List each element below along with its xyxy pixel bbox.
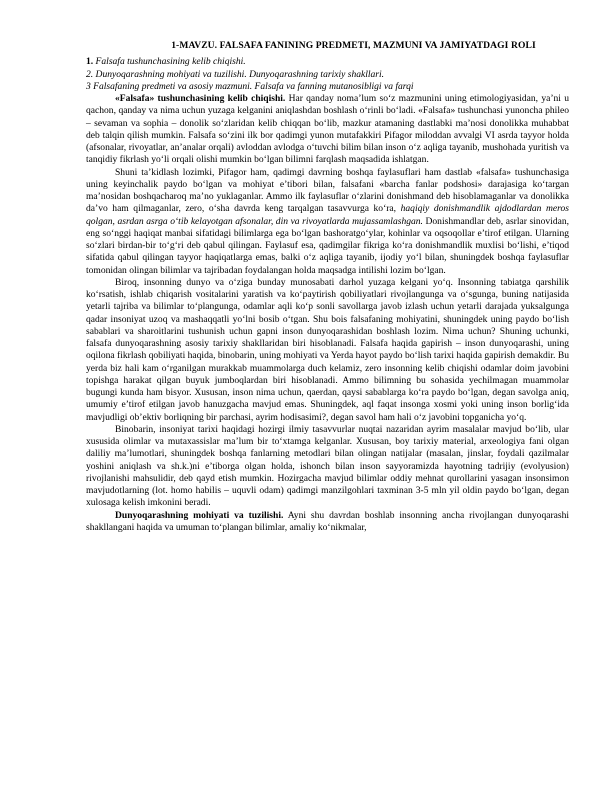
document-page	[86, 40, 569, 534]
outline-text: Falsafa tushunchasining kelib chiqishi.	[93, 56, 246, 68]
topic-outline	[86, 56, 569, 93]
section-heading-falsafa: «Falsafa» tushunchasining kelib chiqishi.	[115, 93, 286, 104]
paragraph-text: Ayni shu davrdan boshlab insonning ancha rivojlangan dunyoqarashi shakllangani haqida va umuman to‘plangan bilimlar, amaliy ko‘nikmalar,	[86, 509, 570, 533]
paragraph-worldview-origin: Biroq, insonning dunyo va o‘ziga bunday munosabati darhol yuzaga kelgani yo‘q. Insonning tabiatga qarshilik ko‘rsatish, ishlab chiqarish vositalarini yaratish va ko‘paytirish qobiliyatlari rivojlangunga va o‘sgunga, buning natijasida yetarli tajriba va bilimlar to‘plangunga, odamlar aqli ko‘p sonli savollarga javob izlash uchun yetarli darajada yuksalgunga qadar insoniyat uzoq va mashaqqatli yo‘lni bosib o‘tgan. Shu bois falsafaning mohiyatini, shuningdek uning paydo bo‘lish sabablari va sharoitlarini tushunish uchun gapni inson dunyoqarashidan boshlash lozim. Nima uchun? Shuning uchunki, falsafa dunyoqarashning asosiy tarixiy shakllaridan biri hisoblanadi. Falsafa haqida gapirish – inson dunyoqarashi, uning oqilona fikrlash qobiliyati haqida, binobarin, uning mohiyati va Yerda hayot paydo bo‘lish tarixi haqida gapirish demakdir. Bu yerda biz hali kam o‘rganilgan murakkab muammolarga duch kelamiz, zero insonning kelib chiqishi odamlar doim javobini topishga harakat qilgan buyuk jumboqlardan biri hisoblanadi. Ammo bilimning bu sohasida yechilmagan muammolar bugungi kunda ham bisyor. Xususan, inson nima uchun, qaerdan, qaysi sabablarga ko‘ra paydo bo‘lgan, degan savolga aniq, umumiy e’tirof etilgan javob hanuzgacha mavjud emas. Shuningdek, aql faqat insonga xosmi yoki uning inson borlig‘ida mavjudligi ob’ektiv borliqning bir parchasi, ayrim hodisasimi?, degan savol ham hali o‘z javobini topganicha yo‘q.	[86, 276, 569, 423]
paragraph-falsafa-origin	[86, 93, 569, 167]
paragraph-text: Shuni ta’kidlash lozimki, Pifagor ham, qadimgi davrning boshqa faylasuflari ham dastlab «falsafa» tushunchasiga uning keyinchalik paydo bo‘lgan va mohiyat e’tibori bilan, falsafani «barcha fanlar podshosi» darajasiga ko‘targan ma’nosidan boshqacharoq ma’no yuklaganlar. Ammo ilk faylasuflar o‘zlarini donishmand deb hisoblamaganlar va donolikka da’vo ham qilmaganlar, zero, o‘sha davrda keng tarqalgan tasavvurga ko‘ra,	[86, 166, 569, 215]
paragraph-italic-text: haqiqiy donishmandlik ajdodlardan meros qolgan, asrdan asrga o‘tib kelayotgan afsonalar, din va rivoyatlarda mujassamlashgan.	[86, 203, 569, 227]
paragraph-text: Har qanday noma’lum so‘z mazmunini uning etimologiyasidan, ya’ni u qachon, qanday va nima uchun yuzaga kelganini aniqlashdan boshlash o‘rinli bo‘ladi. «Falsafa» tushunchasi yunoncha phileo – sevaman va sophia – donolik so‘zlaridan kelib chiqqan bo‘lib, mazkur atamaning dastlabki ma’nosi donolikka muhabbat deb talqin qilish mumkin. Falsafa so‘zini ilk bor qadimgi yunon mutafakkiri Pifagor miloddan avvalgi VI asrda tayyor holda (afsonalar, rivoyatlar, an’analar orqali) avloddan avlodga o‘tuvchi bilim bilan inson o‘z aqliga tayanib, mushohada yuritish va tanqidiy fikrlash yo‘li orqali olishi mumkin bo‘lgan bilimni farqlash maqsadida ishlatgan.	[86, 93, 569, 166]
document-title: 1-MAVZU. FALSAFA FANINING PREDMETI, MAZMUNI VA JAMIYATDAGI ROLI	[171, 40, 536, 51]
paragraph-human-history: Binobarin, insoniyat tarixi haqidagi hozirgi ilmiy tasavvurlar nuqtai nazaridan ayrim masalalar mavjud bo‘lib, ular xususida olimlar va mutaxassislar ma’lum bir to‘xtamga kelganlar. Xususan, boy tarixiy material, arxeologiya fani olgan daliliy ma’lumotlari, shuningdek boshqa fanlarning metodlari bilan olingan natijalar (masalan, jinslar, foydali qazilmalar yoshini aniqlash va sh.k.)ni e’tiborga olgan holda, ishonch bilan inson sayyoramizda hayotning tadrijiy (evolyusion) rivojlanishi mahsulidir, deb qayd etish mumkin. Hozirgacha mavjud bilimlar oddiy mehnat qurollarini yasagan insonsimon mavjudotlarning (lot. homo habilis – uquvli odam) qadimgi manzilgohlari taxminan 3-5 mln yil oldin paydo bo‘lgan, degan xulosaga kelish imkonini beradi.	[86, 423, 569, 509]
paragraph-worldview-essence	[86, 510, 569, 535]
outline-number: 1.	[86, 56, 94, 68]
paragraph-pifagor	[86, 167, 569, 277]
outline-item-3: 3 Falsafaning predmeti va asosiy mazmuni. Falsafa va fanning mutanosibligi va farqi	[86, 80, 414, 92]
outline-item-2: 2. Dunyoqarashning mohiyati va tuzilishi. Dunyoqarashning tarixiy shakllari.	[86, 68, 385, 80]
outline-item-1	[86, 56, 569, 68]
paragraph-text: Donishmandlar deb, asrlar sinovidan, eng so‘nggi haqiqat manbai sifatidagi bilimlarga ega bo‘lgan bashoratgo‘ylar, kohinlar va oqsoqollar e’tirof etilgan. Ularning so‘zlari birdan-bir to‘g‘ri deb qabul qilingan. Faylasuf esa, qadimgilar fikriga ko‘ra donishmandlik muxlisi bo‘lishi, e’tiqod sifatida qabul qilingan tayyor haqiqatlarga emas, balki o‘z aqliga tayanib, ijodiy yo‘l bilan, shuningdek boshqa faylasuflar tomonidan olingan bilimlar va tajribadan foydalangan holda maqsadga intilishi lozim bo‘lgan.	[86, 215, 569, 276]
section-heading-worldview: Dunyoqarashning mohiyati va tuzilishi.	[115, 509, 284, 521]
